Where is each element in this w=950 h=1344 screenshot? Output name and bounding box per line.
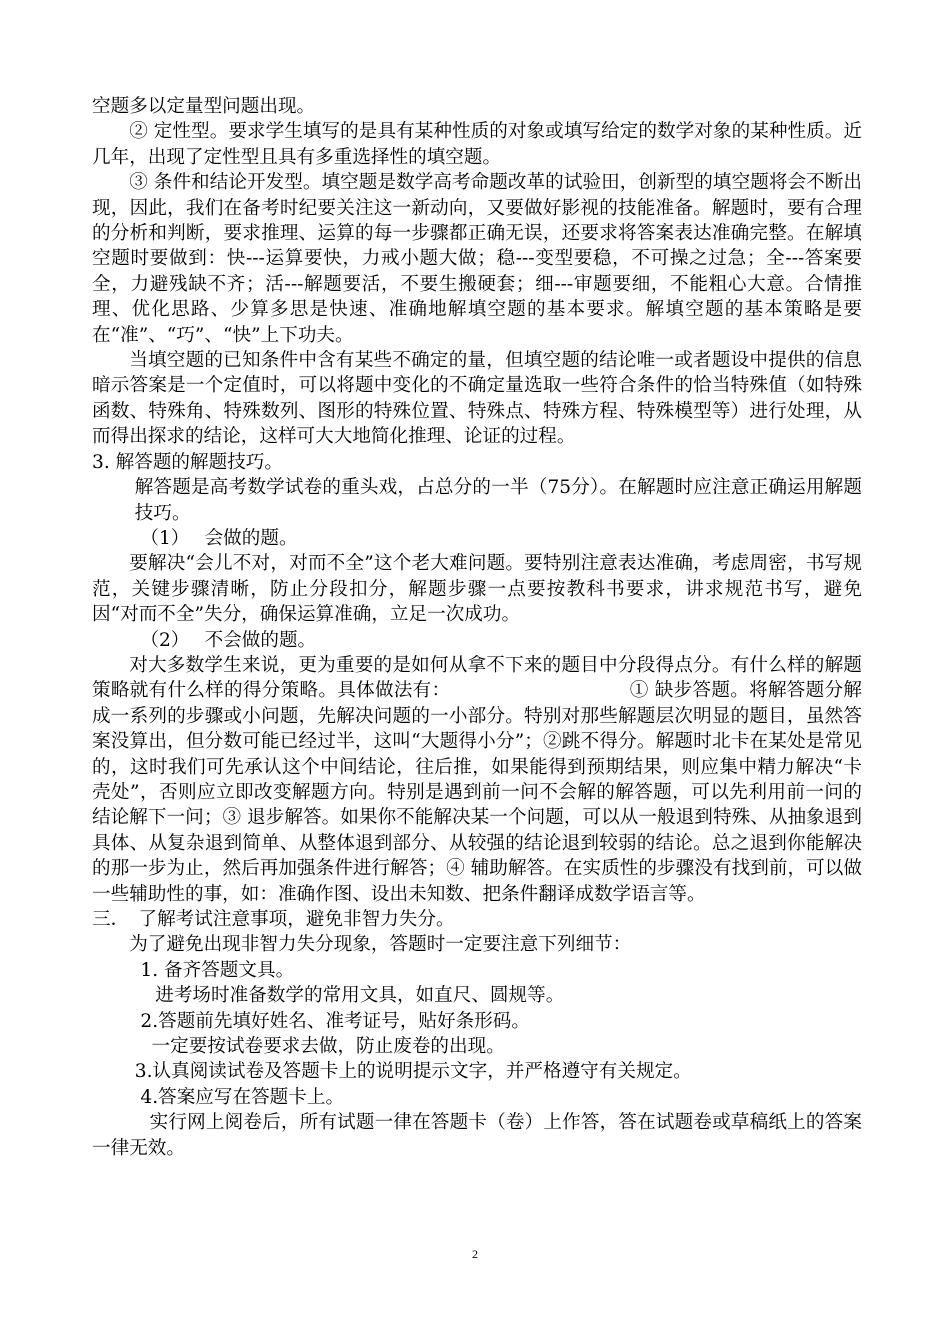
document-body xyxy=(92,94,862,1161)
paragraph-intro-tail: 空题多以定量型问题出现。 xyxy=(92,96,316,117)
item-1-title: 1. 备齐答题文具。 xyxy=(140,959,295,981)
item-3-title: 3.认真阅读试卷及答题卡上的说明提示文字，并严格遵守有关规定。 xyxy=(134,1061,692,1083)
paragraph-unsolvable: 对大多数学生来说，更为重要的是如何从拿不下来的题目中分段得点分。有什么样的解题策略就有什么样的得分策略。具体做法有： ① 缺步答题。将解答题分解成一系列的步骤或小问题，先解决问题的一小部分。特别对那些解题层次明显的题目，虽然答案没算出，但分数可能已经过半，这叫“大题得小分”；②跳不得分。解题时北卡在某处是常见的，这时我们可先承认这个中间结论，往后推，如果能得到预期结果，则应集中精力解决“卡壳处”，否则应立即改变解题方向。特别是遇到前一问不会解的解答题，可以先利用前一问的结论解下一问；③ 退步解答。如果你不能解决某一个问题，可以从一般退到特殊、从抽象退到具体、从复杂退到简单、从整体退到部分、从较强的结论退到较弱的结论。总之退到你能解决的那一步为止，然后再加强条件进行解答；④ 辅助解答。在实质性的步骤没有找到前，可以做一些辅助性的事，如：准确作图、设出未知数、把条件翻译成数学语言等。 xyxy=(92,654,862,905)
paragraph-special-values: 当填空题的已知条件中含有某些不确定的量，但填空题的结论唯一或者题设中提供的信息暗示答案是一个定值时，可以将题中变化的不确定量选取一些符合条件的恰当特殊值（如特殊函数、特殊角、特殊数列、图形的特殊位置、特殊点、特殊方程、特殊模型等）进行处理，从而得出探求的结论，这样可大大地简化推理、论证的过程。 xyxy=(92,350,862,448)
item-2-body: 一定要按试卷要求去做，防止废卷的出现。 xyxy=(151,1036,505,1058)
heading-solvable-problems: （1） 会做的题。 xyxy=(140,527,298,549)
heading-exam-notes: 三． 了解考试注意事项，避免非智力失分。 xyxy=(92,909,455,930)
item-4-title: 4.答案应写在答题卡上。 xyxy=(140,1086,345,1108)
item-1-body: 进考场时准备数学的常用文具，如直尺、圆规等。 xyxy=(155,985,565,1007)
paragraph-qualitative-type: ② 定性型。要求学生填写的是具有某种性质的对象或填写给定的数学对象的某种性质。近几年，出现了定性型且具有多重选择性的填空题。 xyxy=(92,121,862,168)
page-number: 2 xyxy=(472,1247,478,1261)
paragraph-answer-intro: 解答题是高考数学试卷的重头戏，占总分的一半（75分）。在解题时应注意正确运用解题技巧。 xyxy=(134,477,862,524)
paragraph-details-intro: 为了避免出现非智力失分现象，答题时一定要注意下列细节： xyxy=(129,934,632,956)
paragraph-solvable: 要解决“会儿不对，对而不全”这个老大难问题。要特别注意表达准确，考虑周密，书写规范，关键步骤清晰，防止分段扣分，解题步骤一点要按教科书要求，讲求规范书写，避免因“对而不全”失分，确保运算准确，立足一次成功。 xyxy=(92,553,862,626)
heading-unsolvable-problems: （2） 不会做的题。 xyxy=(140,629,317,651)
paragraph-open-type: ③ 条件和结论开发型。填空题是数学高考命题改革的试验田，创新型的填空题将会不断出现，因此，我们在备考时纪要关注这一新动向，又要做好影视的技能准备。解题时，要有合理的分析和判断，要求推理、运算的每一步骤都正确无误，还要求将答案表达准确完整。在解填空题时要做到：快---运算要快，力戒小题大做；稳---变型要稳，不可操之过急；全---答案要全，力避残缺不齐；活---解题要活，不要生搬硬套；细---审题要细，不能粗心大意。合情推理、优化思路、少算多思是快速、准确地解填空题的基本要求。解填空题的基本策略是要在“准”、“巧”、“快”上下功夫。 xyxy=(92,172,862,346)
heading-answer-techniques: 3. 解答题的解题技巧。 xyxy=(92,451,283,473)
item-4-body: 实行网上阅卷后，所有试题一律在答题卡（卷）上作答，答在试题卷或草稿纸上的答案一律无效。 xyxy=(92,1112,862,1159)
item-2-title: 2.答题前先填好姓名、准考证号，贴好条形码。 xyxy=(140,1010,530,1032)
